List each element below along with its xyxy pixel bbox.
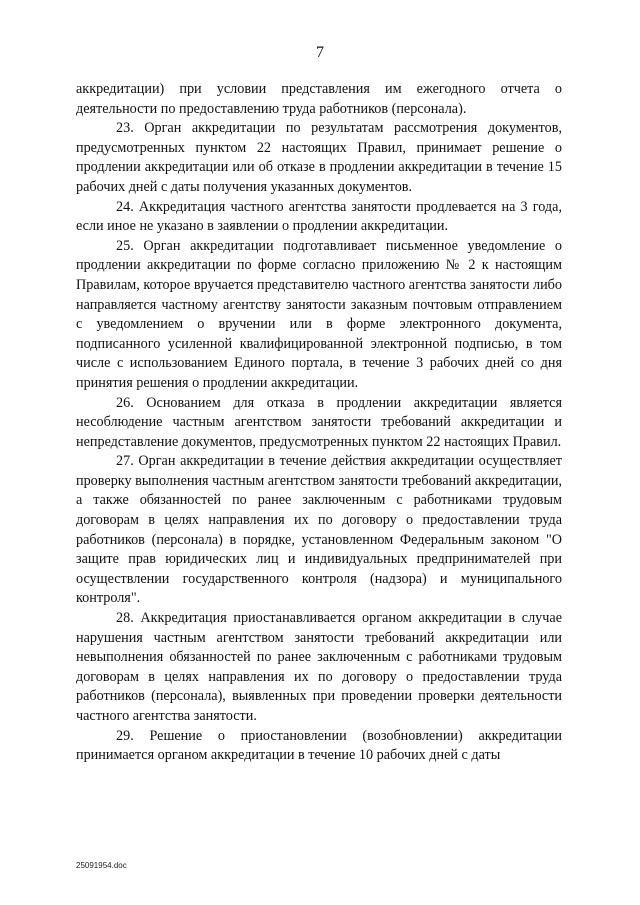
paragraph-23: 23. Орган аккредитации по результатам рассмотрения документов, предусмотренных пунктом 22 настоящих Правил, принимает решение о продлении аккредитации или об отказе в продлении аккредитации в течение 15 рабочих дней с даты получения указанных документов. — [76, 120, 562, 195]
paragraph-25: 25. Орган аккредитации подготавливает письменное уведомление о продлении аккредитации по форме согласно приложению № 2 к настоящим Правилам, которое вручается представителю частного агентства занятости либо направляется частному агентству занятости заказным почтовым отправлением с уведомлением о вручении или в форме электронного документа, подписанного усиленной квалифицированной электронной подписью, в том числе с использованием Единого портала, в течение 3 рабочих дней со дня принятия решения о продлении аккредитации. — [76, 237, 562, 391]
document-body — [76, 80, 562, 766]
paragraph-continuation: аккредитации) при условии представления им ежегодного отчета о деятельности по предоставлению труда работников (персонала). — [76, 81, 562, 117]
paragraph-28: 28. Аккредитация приостанавливается органом аккредитации в случае нарушения частным агентством занятости требований аккредитации или невыполнения обязанностей по ранее заключенным с работниками трудовым договорам в целях направления их по договору о предоставлении труда работников (персонала), выявленных при проведении проверки деятельности частного агентства занятости. — [76, 610, 562, 724]
paragraph-29: 29. Решение о приостановлении (возобновлении) аккредитации принимается органом аккредитации в течение 10 рабочих дней с даты — [76, 727, 562, 764]
paragraph-24: 24. Аккредитация частного агентства занятости продлевается на 3 года, если иное не указано в заявлении о продлении аккредитации. — [76, 198, 562, 235]
document-file-code: 25091954.doc — [76, 861, 127, 870]
page-number: 7 — [316, 44, 324, 61]
paragraph-26: 26. Основанием для отказа в продлении аккредитации является несоблюдение частным агентством занятости требований аккредитации и непредставление документов, предусмотренных пунктом 22 настоящих Правил. — [76, 394, 562, 450]
paragraph-27: 27. Орган аккредитации в течение действия аккредитации осуществляет проверку выполнения частным агентством занятости требований аккредитации, а также обязанностей по ранее заключенным с работниками трудовым договорам в целях направления их по договору о предоставлении труда работников (персонала) в порядке, установленном Федеральным законом "О защите прав юридических лиц и индивидуальных предпринимателей при осуществлении государственного контроля (надзора) и муниципального контроля". — [76, 453, 562, 607]
